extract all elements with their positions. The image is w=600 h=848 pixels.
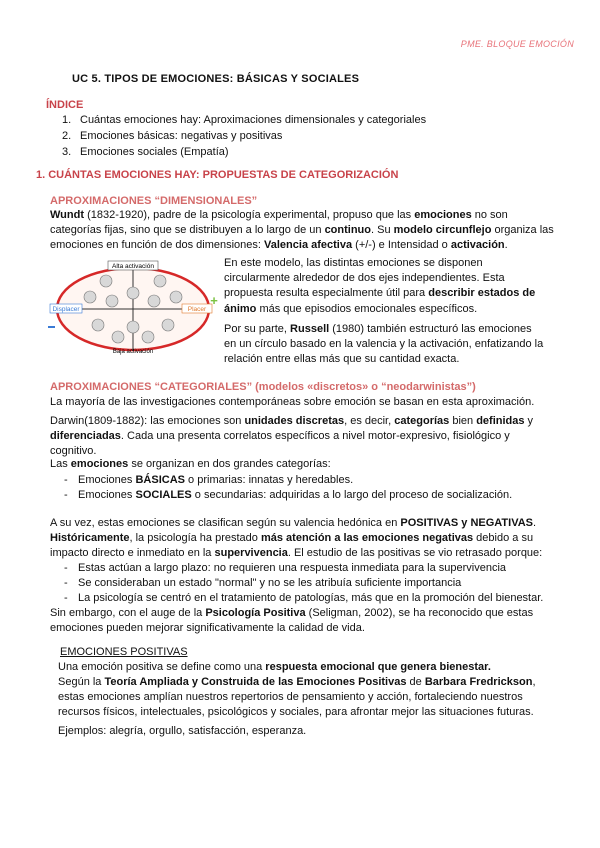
face-icon [84,291,96,303]
label-left: Displacer [52,306,80,313]
categorial-paragraph-1: La mayoría de las investigaciones contemporáneas sobre emoción se basan en esta aproximación. [50,396,535,408]
face-icon [127,287,139,299]
categorial-paragraph-2: Darwin(1809-1882): las emociones son unidades discretas, es decir, categorías bien definidas y diferenciadas. Cada una presenta correlatos específicos a nivel motor-expresivo, fisiológico y cognitivo. [50,415,534,458]
categorial-paragraph-6: Sin embargo, con el auge de la Psicología Positiva (Seligman, 2002), se ha reconocido que estas emociones pueden mejorar significativamente la calidad de vida. [50,607,534,635]
face-icon [92,319,104,331]
positive-heading: EMOCIONES POSITIVAS [60,646,188,658]
face-icon [112,331,124,343]
list-item: - Emociones SOCIALES o secundarias: adquiridas a lo largo del proceso de socialización. [50,488,555,503]
positive-paragraph-2: Según la Teoría Ampliada y Construida de las Emociones Positivas de Barbara Fredrickson, estas emociones amplían nuestros repertorios de pensamiento y acción, fortaleciendo nuestros recursos físicos, intelectuales, psicológicos y sociales, para afrontar mejor las situaciones futuras. [58,676,536,719]
categorial-paragraph-5: Históricamente, la psicología ha prestado más atención a las emociones negativas debido a su impacto directo e inmediato en la supervivencia. El estudio de las positivas se vio retrasado porque: [50,532,543,560]
list-item: - Se consideraban un estado "normal" y no se les atribuía suficiente importancia [50,576,555,591]
dimensional-heading: APROXIMACIONES “DIMENSIONALES” [50,195,258,207]
face-icon [154,275,166,287]
face-icon [106,295,118,307]
label-bottom: Baja activación [112,349,154,355]
categorial-paragraph-4: A su vez, estas emociones se clasifican según su valencia hedónica en POSITIVAS y NEGATIVAS. [50,517,537,529]
positive-examples: Ejemplos: alegría, orgullo, satisfacción, esperanza. [58,725,307,737]
categories-list [50,473,555,503]
dimensional-paragraph-3: Por su parte, Russell (1980) también estructuró las emociones en un círculo basado en la valencia y la activación, enfatizando la relación entre ellas más que su cantidad exacta. [224,323,544,366]
index-list [62,112,426,160]
list-item: - Estas actúan a largo plazo: no requieren una respuesta inmediata para la supervivencia [50,561,555,576]
list-item: - Emociones BÁSICAS o primarias: innatas y heredables. [50,473,555,488]
page-title: UC 5. TIPOS DE EMOCIONES: BÁSICAS Y SOCIALES [72,73,360,85]
index-item: 3. Emociones sociales (Empatía) [62,146,229,158]
categorial-heading: APROXIMACIONES “CATEGORIALES” (modelos «discretos» o “neodarwinistas”) [50,381,476,393]
plus-icon: + [210,293,218,308]
face-icon [142,331,154,343]
face-icon [162,319,174,331]
positive-paragraph-1: Una emoción positiva se define como una respuesta emocional que genera bienestar. [58,661,491,673]
label-top: Alta activación [112,263,154,270]
reasons-list [50,561,555,606]
face-icon [100,275,112,287]
dimensional-paragraph-1: Wundt (1832-1920), padre de la psicología experimental, propuso que las emociones no son categorías fijas, sino que se distribuyen a lo largo de un continuo. Su modelo circunflejo organiza las emociones en función de dos dimensiones: Valencia afectiva (+/-) e Intensidad o activación. [50,209,554,252]
label-right: Placer [187,306,207,313]
dimensional-paragraph-2: En este modelo, las distintas emociones se disponen circularmente alrededor de dos ejes independientes. Esta propuesta resulta especialmente útil para describir estados de ánimo más que episodios emocionales específicos. [224,257,536,315]
face-icon [170,291,182,303]
section-1-title: 1. CUÁNTAS EMOCIONES HAY: PROPUESTAS DE CATEGORIZACIÓN [36,169,399,181]
header-tag: PME. BLOQUE EMOCIÓN [460,39,574,49]
index-item: 2. Emociones básicas: negativas y positivas [62,130,283,142]
index-heading: ÍNDICE [46,99,84,111]
index-item: 1. Cuántas emociones hay: Aproximaciones dimensionales y categoriales [62,114,427,126]
face-icon [148,295,160,307]
list-item: - La psicología se centró en el tratamiento de patologías, más que en la promoción del bienestar. [50,591,555,606]
circumplex-diagram [48,257,218,357]
circumplex-figure [48,257,218,357]
categorial-paragraph-3: Las emociones se organizan en dos grandes categorías: [50,458,331,470]
face-icon [127,321,139,333]
